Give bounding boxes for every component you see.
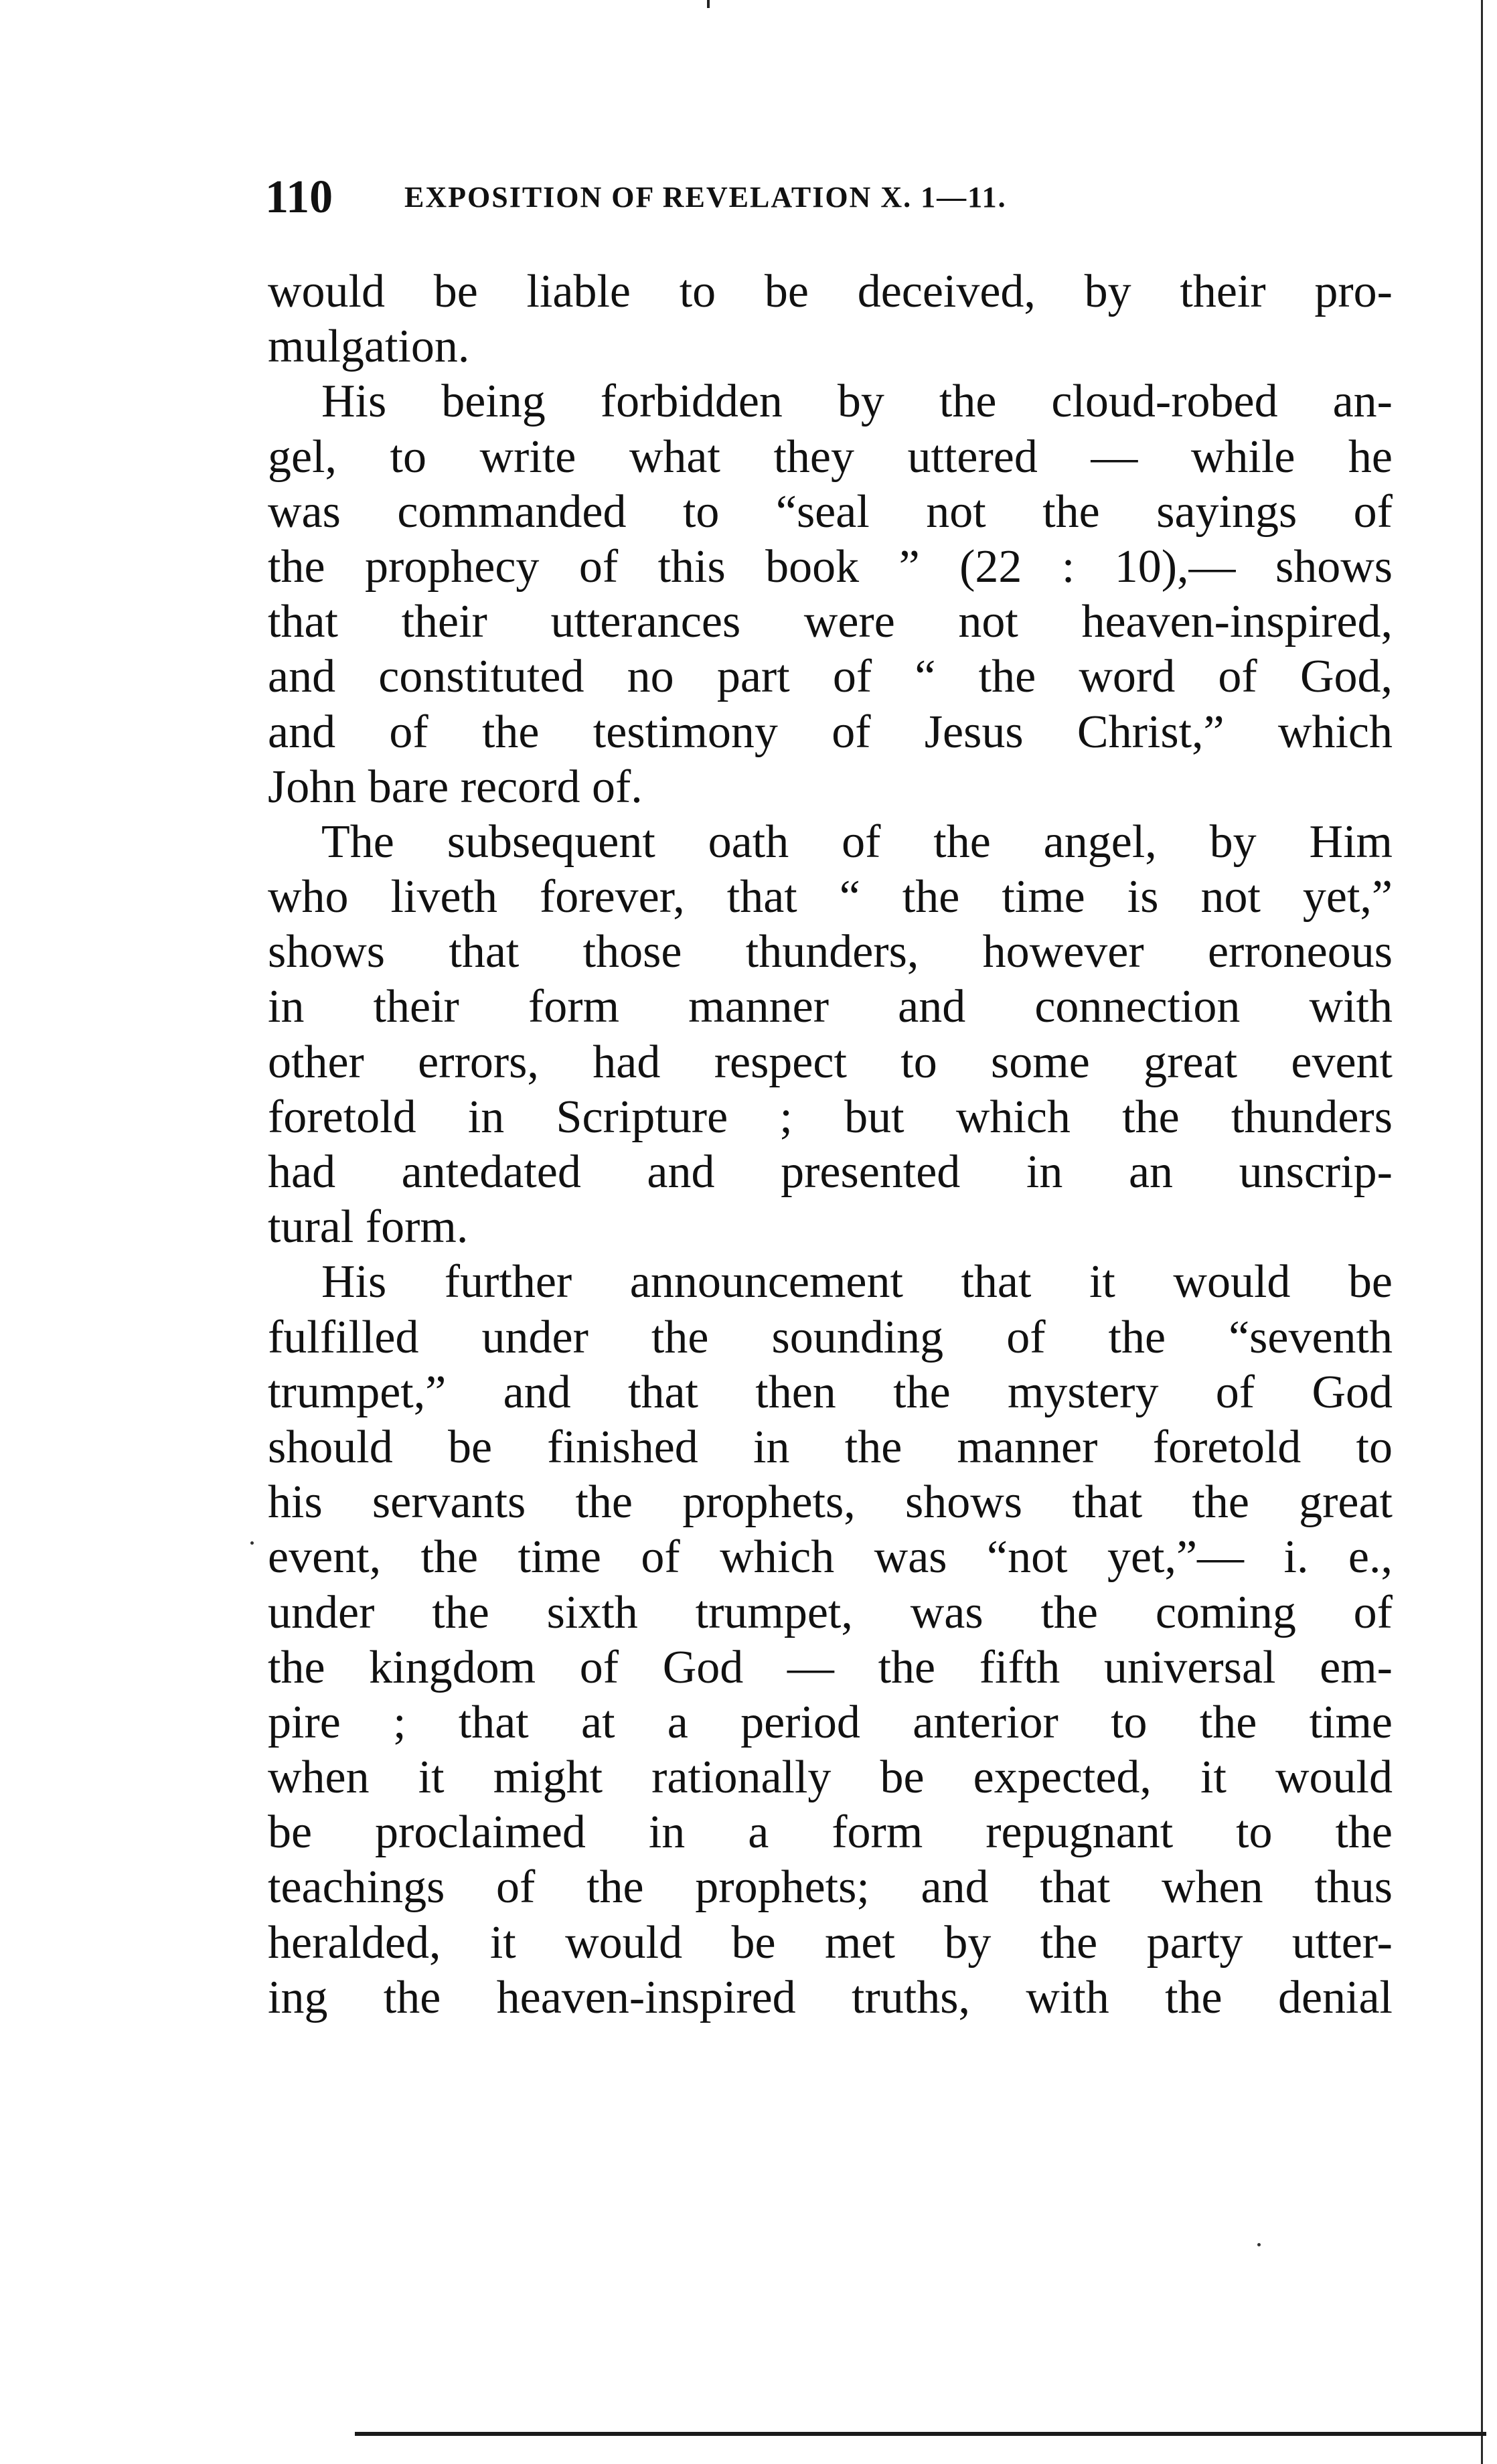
scan-speck (1257, 2243, 1261, 2246)
page-number: 110 (265, 171, 333, 223)
page-header (265, 171, 1263, 224)
text-line: ing the heaven-inspired truths, with the denial (268, 1971, 1393, 2023)
text-line: that their utterances were not heaven-inspired, (268, 596, 1393, 648)
running-title: EXPOSITION OF REVELATION X. 1—11. (404, 181, 1007, 214)
page-edge-rule (1481, 0, 1483, 2464)
text-line: John bare record of. (268, 761, 643, 813)
text-line: the prophecy of this book ” (22 : 10),— shows (268, 540, 1393, 593)
body-text (268, 264, 1393, 2025)
text-line: would be liable to be deceived, by their pro- (268, 266, 1393, 317)
text-line: event, the time of which was “not yet,”— i. e., (268, 1531, 1393, 1584)
text-line: tural form. (268, 1201, 469, 1253)
text-line: was commanded to “seal not the sayings of (268, 485, 1393, 538)
text-line: trumpet,” and that then the mystery of God (268, 1366, 1393, 1418)
text-line: other errors, had respect to some great event (268, 1036, 1393, 1088)
text-line: the kingdom of God — the fifth universal em- (268, 1641, 1393, 1693)
text-line: and of the testimony of Jesus Christ,” which (268, 706, 1393, 758)
text-line: pire ; that at a period anterior to the time (268, 1696, 1393, 1748)
text-line: mulgation. (268, 321, 470, 373)
text-line: fulfilled under the sounding of the “seventh (268, 1311, 1393, 1363)
text-line: foretold in Scripture ; but which the thunders (268, 1091, 1393, 1143)
text-line: The subsequent oath of the angel, by Him (321, 816, 1393, 868)
text-line: had antedated and presented in an unscrip- (268, 1146, 1393, 1198)
top-edge-mark (707, 0, 710, 8)
text-line: teachings of the prophets; and that when thus (268, 1861, 1393, 1914)
text-line: in their form manner and connection with (268, 981, 1393, 1033)
text-line: His being forbidden by the cloud-robed an- (321, 376, 1393, 428)
text-line: his servants the prophets, shows that the great (268, 1476, 1393, 1529)
text-line: heralded, it would be met by the party utter- (268, 1916, 1393, 1969)
bottom-edge-rule (355, 2432, 1486, 2436)
text-line: be proclaimed in a form repugnant to the (268, 1806, 1393, 1859)
text-line: who liveth forever, that “ the time is not yet,” (268, 871, 1393, 923)
text-line: and constituted no part of “ the word of God, (268, 651, 1393, 703)
text-line: should be finished in the manner foretold to (268, 1421, 1393, 1473)
text-line: gel, to write what they uttered — while he (268, 431, 1393, 483)
text-line: under the sixth trumpet, was the coming of (268, 1586, 1393, 1638)
text-line: when it might rationally be expected, it would (268, 1752, 1393, 1804)
text-line: shows that those thunders, however erroneous (268, 926, 1393, 978)
text-line: His further announcement that it would be (321, 1256, 1393, 1308)
scan-speck (250, 1541, 254, 1545)
